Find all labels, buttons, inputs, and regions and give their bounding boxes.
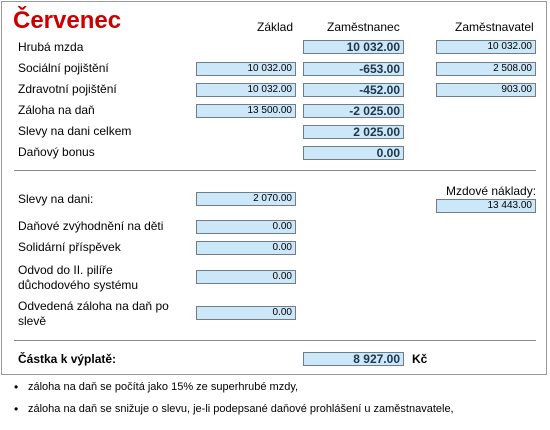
- social-insurance-base-field[interactable]: 10 032.00: [196, 62, 296, 76]
- currency-label: Kč: [412, 352, 428, 366]
- health-insurance-label: Zdravotní pojištění: [18, 82, 117, 96]
- notes-list: [14, 380, 454, 424]
- tax-advance-base-field[interactable]: 13 500.00: [196, 104, 296, 118]
- payout-divider: [14, 340, 536, 341]
- header-employer: Zaměstnavatel: [455, 20, 534, 34]
- health-insurance-employee-field[interactable]: -452.00: [303, 83, 404, 97]
- wage-costs-field[interactable]: 13 443.00: [436, 199, 536, 213]
- pillar2-field[interactable]: 0.00: [196, 270, 296, 284]
- child-benefit-label: Daňové zvýhodnění na děti: [18, 219, 164, 233]
- tax-advance-label: Záloha na daň: [18, 103, 95, 117]
- list-item: [14, 402, 454, 424]
- section-divider: [14, 170, 536, 171]
- social-insurance-label: Sociální pojištění: [18, 61, 109, 75]
- gross-wage-employee-field[interactable]: 10 032.00: [303, 40, 404, 54]
- health-insurance-employer-field[interactable]: 903.00: [436, 83, 536, 97]
- payout-field[interactable]: 8 927.00: [303, 352, 404, 366]
- health-insurance-base-field[interactable]: 10 032.00: [196, 83, 296, 97]
- header-base: Základ: [257, 20, 294, 34]
- pillar2-label-line2: důchodového systému: [18, 278, 139, 292]
- wage-costs-label: Mzdové náklady:: [446, 184, 537, 198]
- tax-discounts-total-label: Slevy na dani celkem: [18, 124, 132, 138]
- tax-advance-employee-field[interactable]: -2 025.00: [303, 104, 404, 118]
- payout-label: Částka k výplatě:: [18, 352, 117, 366]
- advance-after-field[interactable]: 0.00: [196, 306, 296, 320]
- bullet-icon: •: [14, 402, 19, 416]
- tax-discounts-label: Slevy na dani:: [18, 192, 94, 206]
- gross-wage-label: Hrubá mzda: [18, 40, 84, 54]
- month-title: Červenec: [13, 7, 122, 34]
- advance-after-label-line1: Odvedená záloha na daň po: [18, 299, 169, 313]
- social-insurance-employer-field[interactable]: 2 508.00: [436, 62, 536, 76]
- solidarity-contribution-field[interactable]: 0.00: [196, 241, 296, 255]
- social-insurance-employee-field[interactable]: -653.00: [303, 62, 404, 76]
- header-employee: Zaměstnanec: [327, 20, 400, 34]
- tax-bonus-label: Daňový bonus: [18, 145, 95, 159]
- gross-wage-employer-field[interactable]: 10 032.00: [436, 40, 536, 54]
- note-text: záloha na daň se snižuje o slevu, je-li podepsané daňové prohlášení u zaměstnavatele,: [28, 403, 454, 415]
- tax-bonus-field[interactable]: 0.00: [303, 146, 404, 160]
- bullet-icon: •: [14, 380, 19, 394]
- child-benefit-field[interactable]: 0.00: [196, 220, 296, 234]
- list-item: [14, 380, 454, 402]
- tax-discounts-total-field[interactable]: 2 025.00: [303, 125, 404, 139]
- solidarity-contribution-label: Solidární příspěvek: [18, 240, 121, 254]
- note-text: záloha na daň se počítá jako 15% ze superhrubé mzdy,: [28, 381, 299, 393]
- tax-discounts-field[interactable]: 2 070.00: [196, 192, 296, 206]
- payroll-panel: [1, 1, 547, 375]
- pillar2-label-line1: Odvod do II. pilíře: [18, 263, 113, 277]
- advance-after-label-line2: slevě: [18, 314, 47, 328]
